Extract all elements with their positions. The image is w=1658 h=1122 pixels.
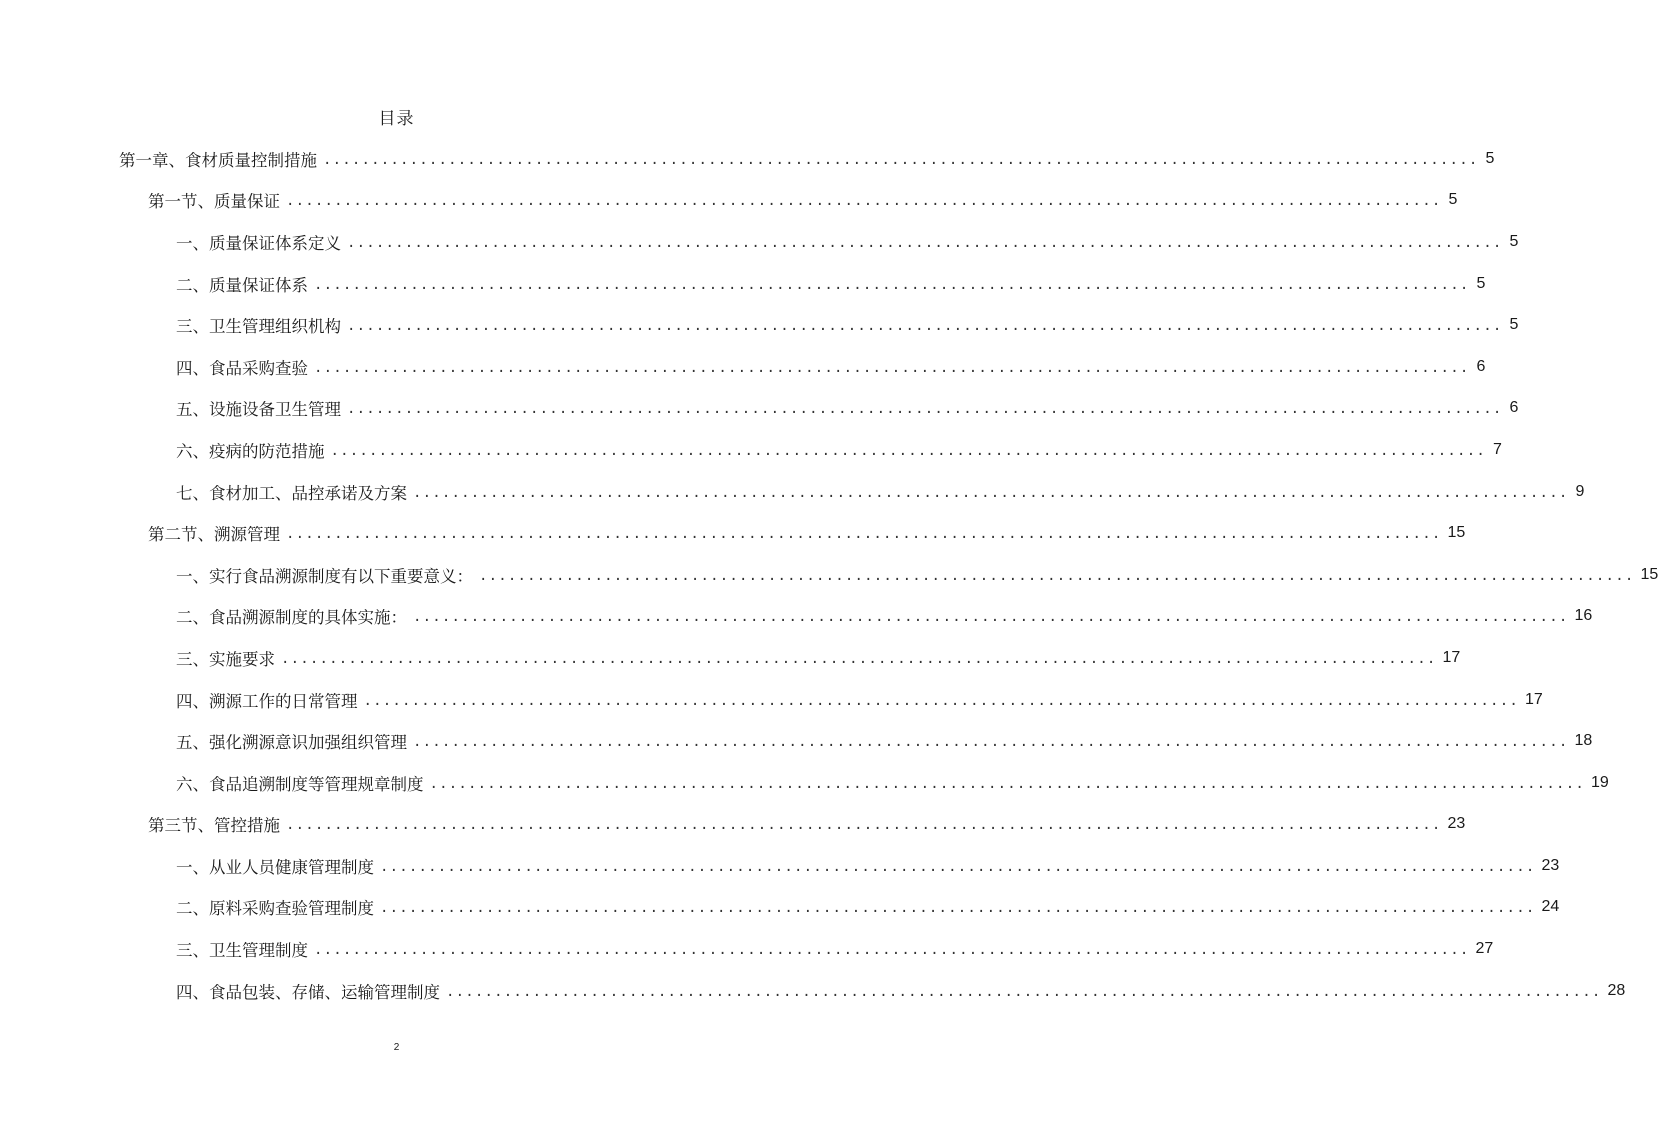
toc-entry[interactable] [0,221,1519,263]
toc-dot-leader: ........................................................................................................................ [380,900,1536,917]
toc-entry-title: 第三节、管控措施 [148,816,280,836]
toc-entry[interactable] [0,138,1495,180]
toc-entry-title: 三、实施要求 [176,649,275,669]
toc-dot-leader: ........................................................................................................................ [323,151,1479,168]
toc-entry-title: 二、原料采购查验管理制度 [176,899,374,919]
toc-entry-page: 17 [1524,690,1543,708]
toc-dot-leader: ........................................................................................................................ [314,359,1470,376]
toc-list [0,138,1658,1011]
toc-entry-page: 5 [1509,316,1519,334]
toc-entry-page: 27 [1475,940,1494,958]
page-number: 2 [393,1042,400,1053]
toc-dot-leader: ........................................................................................................................ [413,734,1569,751]
toc-entry-title: 七、食材加工、品控承诺及方案 [176,483,407,503]
toc-dot-leader: ........................................................................................................................ [429,775,1585,792]
toc-entry-title: 五、强化溯源意识加强组织管理 [176,733,407,753]
toc-entry-page: 5 [1476,274,1486,292]
toc-title: 目录 [378,109,415,129]
toc-dot-leader: ........................................................................................................................ [286,193,1442,210]
toc-dot-leader: ........................................................................................................................ [286,526,1442,543]
toc-entry-page: 17 [1442,648,1461,666]
toc-dot-leader: ........................................................................................................................ [380,858,1536,875]
toc-entry-title: 三、卫生管理制度 [176,941,308,961]
toc-entry[interactable] [0,970,1626,1012]
toc-entry[interactable] [0,346,1486,388]
toc-entry[interactable] [0,845,1560,887]
toc-dot-leader: ........................................................................................................................ [413,484,1569,501]
toc-entry[interactable] [0,180,1458,222]
toc-entry-title: 六、疫病的防范措施 [176,441,325,461]
toc-entry-title: 二、食品溯源制度的具体实施： [176,608,407,628]
toc-entry-page: 6 [1509,399,1519,417]
toc-entry[interactable] [0,720,1593,762]
toc-dot-leader: ........................................................................................................................ [347,234,1503,251]
toc-entry-page: 18 [1574,732,1593,750]
toc-entry[interactable] [0,429,1502,471]
toc-entry-page: 15 [1640,565,1658,583]
toc-entry-page: 9 [1575,482,1585,500]
toc-entry-title: 三、卫生管理组织机构 [176,317,341,337]
toc-entry[interactable] [0,928,1494,970]
toc-entry-page: 5 [1485,149,1495,167]
toc-entry-page: 7 [1493,440,1502,458]
toc-entry[interactable] [0,679,1543,721]
toc-dot-leader: ........................................................................................................................ [286,817,1442,834]
toc-entry-title: 第二节、溯源管理 [148,525,280,545]
toc-entry-title: 二、质量保证体系 [176,275,308,295]
toc-entry[interactable] [0,512,1466,554]
toc-entry-page: 5 [1448,191,1458,209]
toc-entry[interactable] [0,762,1609,804]
toc-entry-page: 5 [1509,232,1519,250]
toc-entry-title: 五、设施设备卫生管理 [176,400,341,420]
toc-entry-title: 六、食品追溯制度等管理规章制度 [176,774,424,794]
toc-entry-page: 24 [1541,898,1560,916]
toc-dot-leader: ........................................................................................................................ [314,276,1470,293]
toc-dot-leader: ........................................................................................................................ [363,692,1519,709]
toc-entry-title: 一、从业人员健康管理制度 [176,857,374,877]
toc-entry[interactable] [0,304,1519,346]
toc-entry[interactable] [0,596,1593,638]
toc-entry-page: 16 [1574,607,1593,625]
toc-entry-page: 28 [1607,981,1626,999]
toc-entry[interactable] [0,554,1658,596]
toc-entry-page: 6 [1476,357,1486,375]
toc-dot-leader: ........................................................................................................................ [330,442,1486,459]
toc-entry[interactable] [0,804,1466,846]
toc-entry[interactable] [0,887,1560,929]
toc-dot-leader: ........................................................................................................................ [479,567,1635,584]
toc-entry-page: 15 [1447,524,1466,542]
toc-entry-title: 四、食品包装、存储、运输管理制度 [176,982,440,1002]
toc-entry[interactable] [0,263,1486,305]
toc-entry-title: 第一章、食材质量控制措施 [119,150,317,170]
toc-entry-title: 四、溯源工作的日常管理 [176,691,358,711]
toc-entry-page: 19 [1590,773,1609,791]
toc-dot-leader: ........................................................................................................................ [347,318,1503,335]
toc-entry-title: 一、实行食品溯源制度有以下重要意义： [176,566,473,586]
toc-entry[interactable] [0,637,1461,679]
toc-entry-page: 23 [1541,856,1560,874]
toc-dot-leader: ........................................................................................................................ [413,609,1569,626]
toc-dot-leader: ........................................................................................................................ [347,401,1503,418]
toc-entry-title: 四、食品采购查验 [176,358,308,378]
toc-entry-title: 一、质量保证体系定义 [176,233,341,253]
toc-entry[interactable] [0,471,1585,513]
toc-entry[interactable] [0,388,1519,430]
toc-entry-page: 23 [1447,815,1466,833]
toc-entry-title: 第一节、质量保证 [148,192,280,212]
toc-dot-leader: ........................................................................................................................ [446,983,1602,1000]
toc-dot-leader: ........................................................................................................................ [314,942,1470,959]
toc-dot-leader: ........................................................................................................................ [281,650,1437,667]
